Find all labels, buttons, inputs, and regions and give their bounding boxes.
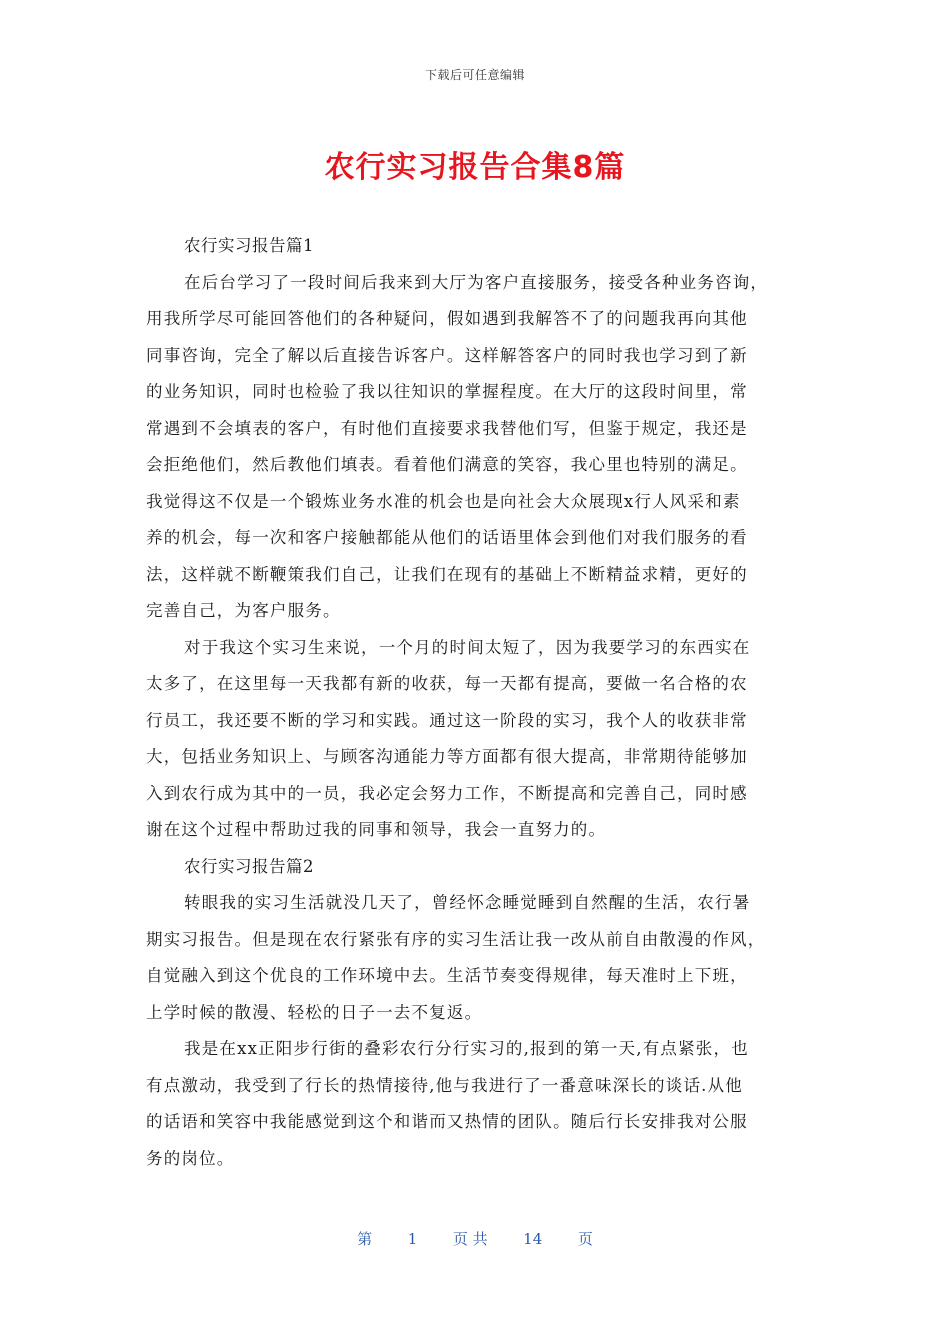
text-line: 的业务知识，同时也检验了我以往知识的掌握程度。在大厅的这段时间里，常 [146, 382, 748, 401]
current-page-number: 1 [407, 1230, 418, 1248]
paragraph [146, 1031, 806, 1177]
text-line: 常遇到不会填表的客户，有时他们直接要求我替他们写，但鉴于规定，我还是 [146, 418, 748, 438]
section-heading: 农行实习报告篇1 [184, 236, 314, 255]
page-suffix: 页 [577, 1230, 593, 1248]
total-label: 页 共 [452, 1230, 488, 1248]
text-line: 同事咨询，完全了解以后直接告诉客户。这样解答客户的同时我也学习到了新 [146, 345, 748, 365]
text-line: 转眼我的实习生活就没几天了，曾经怀念睡觉睡到自然醒的生活，农行暑 [184, 893, 751, 912]
page-footer [0, 1228, 950, 1249]
text-line: 行员工，我还要不断的学习和实践。通过这一阶段的实习，我个人的收获非常 [146, 710, 748, 730]
text-line: 我觉得这不仅是一个锻炼业务水准的机会也是向社会大众展现x行人风采和素 [146, 491, 741, 511]
document-body [146, 228, 806, 1177]
text-line: 太多了，在这里每一天我都有新的收获，每一天都有提高，要做一名合格的农 [146, 674, 748, 693]
paragraph [146, 885, 806, 1031]
text-line: 养的机会，每一次和客户接触都能从他们的话语里体会到他们对我们服务的看 [146, 528, 748, 547]
text-line: 有点激动，我受到了行长的热情接待,他与我进行了一番意味深长的谈话.从他 [146, 1075, 743, 1095]
text-line: 上学时候的散漫、轻松的日子一去不复返。 [146, 1002, 483, 1022]
text-line: 在后台学习了一段时间后我来到大厅为客户直接服务，接受各种业务咨询， [184, 272, 769, 292]
total-pages-number: 14 [523, 1230, 543, 1248]
paragraph [146, 265, 806, 630]
text-line: 的话语和笑容中我能感觉到这个和谐而又热情的团队。随后行长安排我对公服 [146, 1112, 748, 1131]
section-heading: 农行实习报告篇2 [184, 856, 314, 876]
text-line: 入到农行成为其中的一员，我必定会努力工作，不断提高和完善自己，同时感 [146, 783, 748, 803]
text-line: 法，这样就不断鞭策我们自己，让我们在现有的基础上不断精益求精，更好的 [146, 564, 748, 584]
text-line: 务的岗位。 [146, 1148, 235, 1168]
text-line: 用我所学尽可能回答他们的各种疑问，假如遇到我解答不了的问题我再向其他 [146, 309, 748, 328]
text-line: 我是在xx正阳步行街的叠彩农行分行实习的,报到的第一天,有点紧张，也 [184, 1039, 749, 1058]
text-line: 大，包括业务知识上、与顾客沟通能力等方面都有很大提高，非常期待能够加 [146, 747, 748, 766]
text-line: 自觉融入到这个优良的工作环境中去。生活节奏变得规律，每天准时上下班， [146, 966, 748, 985]
text-line: 期实习报告。但是现在农行紧张有序的实习生活让我一改从前自由散漫的作风， [146, 929, 766, 949]
text-line: 完善自己，为客户服务。 [146, 601, 341, 620]
text-line: 谢在这个过程中帮助过我的同事和领导，我会一直努力的。 [146, 820, 607, 839]
paragraph [146, 630, 806, 849]
header-note: 下载后可任意编辑 [424, 68, 525, 82]
page-label: 第 [357, 1230, 373, 1248]
text-line: 会拒绝他们，然后教他们填表。看着他们满意的笑容，我心里也特别的满足。 [146, 455, 748, 474]
text-line: 对于我这个实习生来说，一个月的时间太短了，因为我要学习的东西实在 [184, 637, 751, 657]
document-title: 农行实习报告合集8篇 [324, 150, 626, 185]
